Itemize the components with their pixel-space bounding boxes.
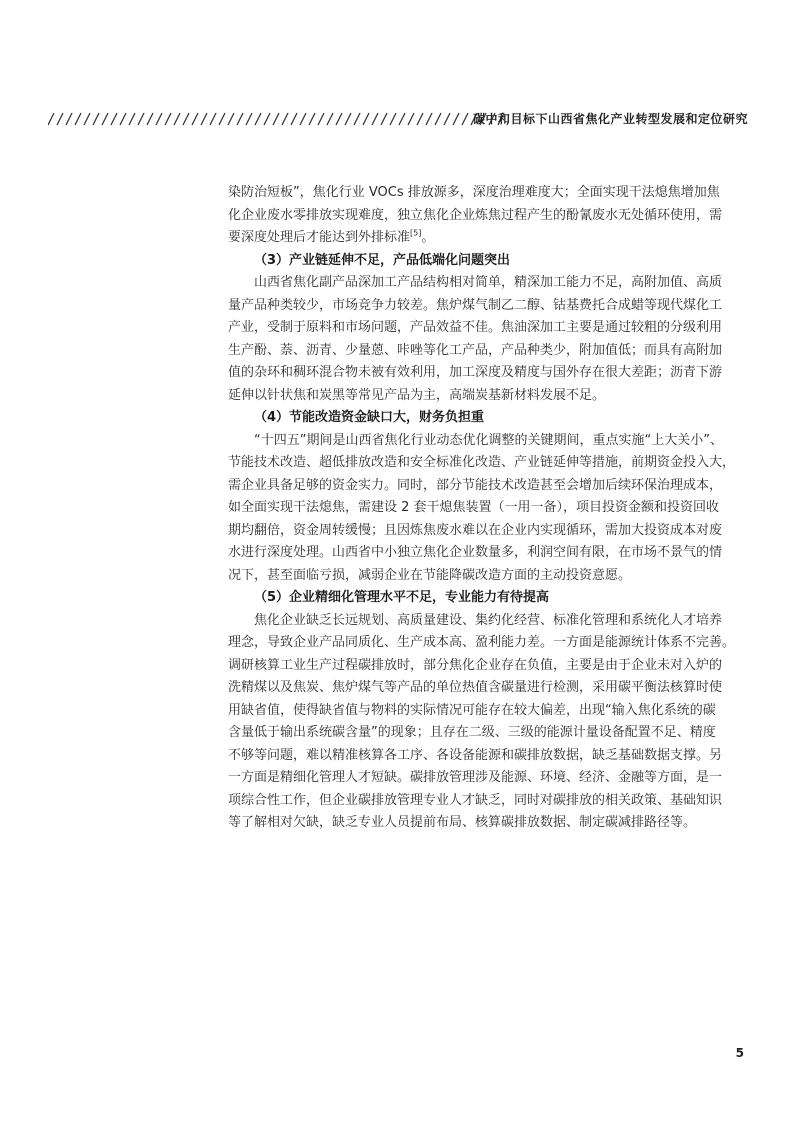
section-heading-3: （3）产业链延伸不足，产品低端化问题突出 [254, 252, 511, 268]
text-line: 延伸以针状焦和炭黑等常见产品为主，高端炭基新材料发展不足。 [228, 387, 606, 403]
text-line: 等了解相对欠缺，缺乏专业人员提前布局、核算碳排放数据、制定碳减排路径等。 [228, 815, 697, 830]
text-line: 需企业具备足够的资金实力。同时，部分节能技术改造甚至会增加后续环保治理成本， [228, 477, 723, 493]
text-line: “十四五”期间是山西省焦化行业动态优化调整的关键期间，重点实施“上大关小”、 [254, 432, 723, 448]
page-number: 5 [735, 1046, 744, 1060]
text-line: 节能技术改造、超低排放改造和安全标准化改造、产业链延伸等措施，前期资金投入大， [228, 455, 736, 470]
text-line: 染防治短板”，焦化行业 VOCs 排放源多，深度治理难度大；全面实现干法熄焦增加焦 [228, 185, 720, 200]
reference-marker: [5] [410, 228, 422, 238]
text-line: 用缺省值，使得缺省值与物料的实际情况可能存在较大偏差，出现“输入焦化系统的碳 [228, 702, 716, 718]
text-line: 值的杂环和稠环混合物未被有效利用，加工深度及精度与国外存在很大差距；沥青下游 [228, 365, 723, 380]
text-line: 一方面是精细化管理人才短缺。碳排放管理涉及能源、环境、经济、金融等方面，是一 [228, 770, 723, 785]
text-line: 如全面实现干法熄焦，需建设 2 套干熄焦装置（一用一备），项目投资金额和投资回收 [228, 500, 720, 515]
text-line: 项综合性工作，但企业碳排放管理专业人才缺乏，同时对碳排放的相关政策、基础知识 [228, 792, 723, 808]
text-line: 不够等问题，难以精准核算各工序、各设备能源和碳排放数据，缺乏基础数据支撑。另 [228, 747, 723, 763]
text-line: 化企业废水零排放实现难度，独立焦化企业炼焦过程产生的酚氰废水无处循环使用，需 [228, 207, 723, 223]
text-line: 调研核算工业生产过程碳排放时，部分焦化企业存在负值，主要是由于企业未对入炉的 [228, 657, 723, 673]
text-line: 山西省焦化副产品深加工产品结构相对简单，精深加工能力不足，高附加值、高质 [254, 275, 723, 290]
main-content [228, 182, 746, 835]
text-line: 理念，导致企业产品同质化、生产成本高、盈利能力差。一方面是能源统计体系不完善。 [228, 635, 736, 650]
text-line: 焦化企业缺乏长远规划、高质量建设、集约化经营、标准化管理和系统化人才培养 [254, 612, 723, 628]
text-line: 含量低于输出系统碳含量”的现象；且存在二级、三级的能源计量设备配置不足、精度 [228, 725, 716, 740]
text-line: 要深度处理后才能达到外排标准 [228, 230, 411, 245]
text-line: 水进行深度处理。山西省中小独立焦化企业数量多，利润空间有限，在市场不景气的情 [228, 545, 723, 560]
text-line: 期均翻倍，资金周转缓慢；且因炼焦废水难以在企业内实现循环，需加大投资成本对废 [228, 522, 723, 538]
text-line: 量产品种类较少，市场竞争力较差。焦炉煤气制乙二醇、钴基费托合成蜡等现代煤化工 [228, 297, 723, 313]
text-line: 洗精煤以及焦炭、焦炉煤气等产品的单位热值含碳量进行检测，采用碳平衡法核算时使 [228, 680, 723, 695]
text-line: 。 [421, 230, 435, 245]
section-heading-4: （4）节能改造资金缺口大，财务负担重 [254, 410, 485, 425]
header-title: 碳中和目标下山西省焦化产业转型发展和定位研究 [472, 112, 748, 126]
paragraph-industry-chain [228, 272, 746, 407]
paragraph-management [228, 610, 746, 835]
section-heading-5: （5）企业精细化管理水平不足，专业能力有待提高 [254, 590, 550, 605]
page-header [48, 108, 748, 132]
paragraph-continued [228, 182, 746, 250]
text-line: 况下，甚至面临亏损，减弱企业在节能降碳改造方面的主动投资意愿。 [228, 567, 632, 583]
paragraph-funding [228, 430, 746, 588]
text-line: 产业，受制于原料和市场问题，产品效益不佳。焦油深加工主要是通过较粗的分级利用 [228, 320, 723, 335]
hatch-decoration-icon [48, 112, 508, 126]
text-line: 生产酚、萘、沥青、少量蒽、咔唑等化工产品，产品种类少，附加值低；而具有高附加 [228, 342, 723, 358]
